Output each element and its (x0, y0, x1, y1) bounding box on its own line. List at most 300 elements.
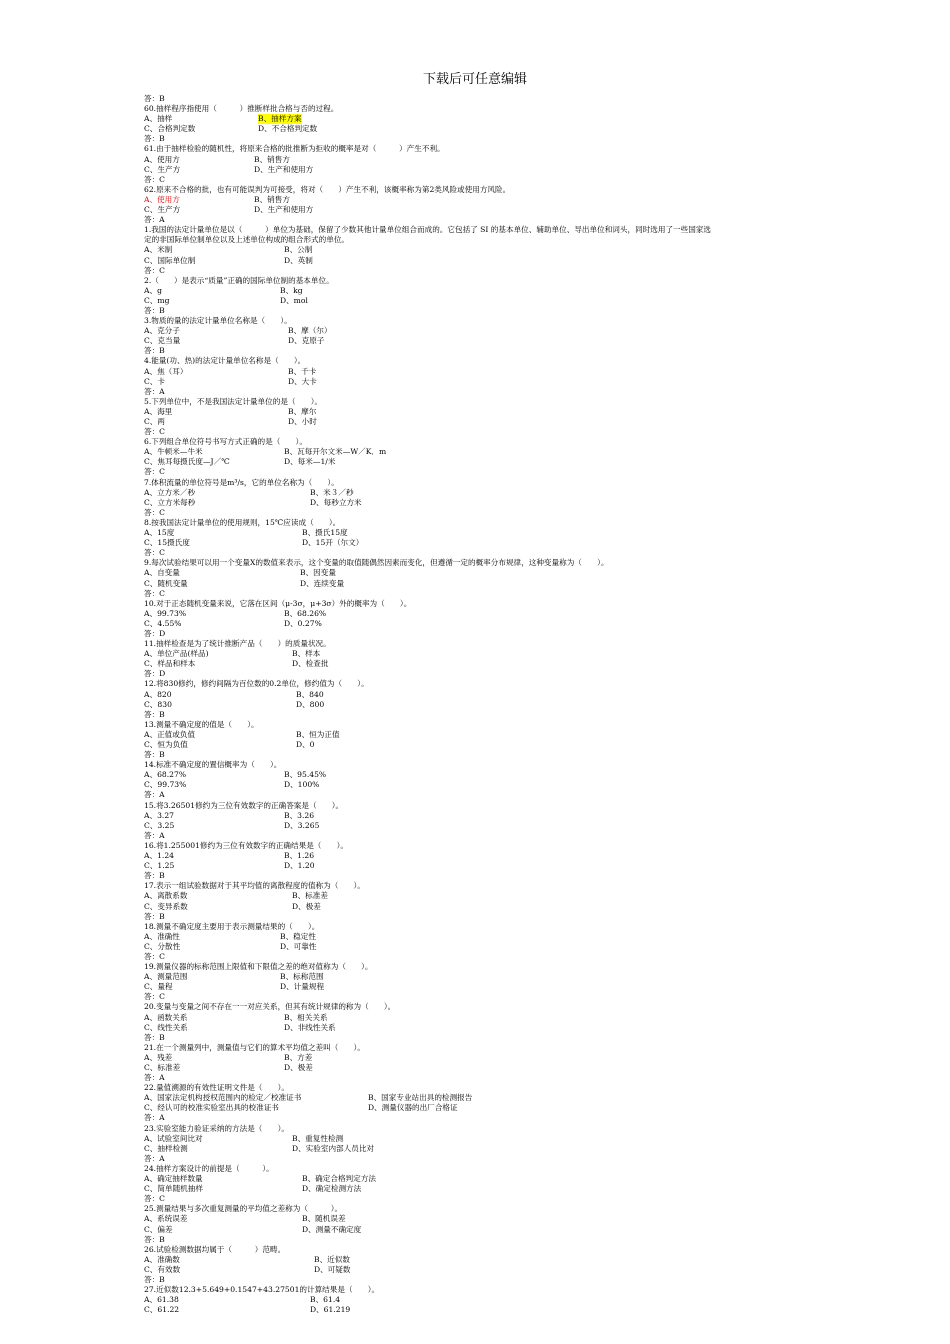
answer-line (144, 710, 824, 720)
option-row (144, 447, 824, 457)
question-text (144, 235, 824, 245)
option-row (144, 155, 824, 165)
question-text (144, 518, 824, 528)
question-text (144, 276, 824, 286)
line-text: 22.量值溯源的有效性证明文件是（ ）。 (144, 1083, 289, 1093)
question-text (144, 720, 824, 730)
line-text: 21.在一个测量列中，测量值与它们的算术平均值之差叫（ ）。 (144, 1042, 365, 1052)
line-text: 答：A (144, 830, 165, 840)
option-row (144, 417, 824, 427)
line-text: 60.抽样程序指使用（ ）推断样批合格与否的过程。 (144, 104, 339, 114)
option-row (144, 1053, 824, 1063)
question-text (144, 225, 824, 235)
line-text: 答：C (144, 174, 165, 184)
option-left: C、有效数 (144, 1264, 181, 1274)
option-right: B、3.26 (284, 810, 315, 820)
option-right: B、kg (280, 285, 303, 295)
option-left: A、确定抽样数量 (144, 1174, 203, 1184)
line-text: 24.抽样方案设计的前提是（ ）。 (144, 1163, 274, 1173)
option-left: C、变异系数 (144, 901, 188, 911)
option-right: D、可疑数 (314, 1264, 351, 1274)
option-row (144, 1265, 824, 1275)
option-row (144, 1225, 824, 1235)
option-row (144, 770, 824, 780)
option-right: B、销售方 (254, 194, 290, 204)
option-left: A、离散系数 (144, 891, 188, 901)
line-text: 18.测量不确定度主要用于表示测量结果的（ ）。 (144, 921, 320, 931)
option-right: B、稳定性 (280, 931, 316, 941)
option-left: C、3.25 (144, 820, 175, 830)
line-text: 答：C (144, 507, 165, 517)
option-left: C、偏差 (144, 1224, 173, 1234)
option-left: C、生产方 (144, 164, 181, 174)
line-text: 答：C (144, 427, 165, 437)
option-left: A、克分子 (144, 326, 180, 336)
answer-line (144, 912, 824, 922)
option-row (144, 1214, 824, 1224)
option-row (144, 579, 824, 589)
option-right: D、测量不确定度 (302, 1224, 362, 1234)
option-row (144, 538, 824, 548)
question-text (144, 316, 824, 326)
option-left: C、线性关系 (144, 1022, 188, 1032)
line-text: 26.试验检测数据均属于（ ）范畴。 (144, 1244, 286, 1254)
question-text (144, 185, 824, 195)
line-text: 8.按我国法定计量单位的使用规则，15℃应读成（ ）。 (144, 517, 341, 527)
answer-line (144, 750, 824, 760)
line-text: 3.物质的量的法定计量单位名称是（ ）。 (144, 316, 292, 326)
answer-line (144, 215, 824, 225)
option-right: D、连续变量 (300, 578, 345, 588)
option-right: B、千卡 (288, 366, 317, 376)
answer-line (144, 548, 824, 558)
option-right: B、61.4 (310, 1295, 341, 1305)
option-right: B、抽样方案 (258, 114, 302, 124)
line-text: 答：B (144, 750, 165, 760)
option-row (144, 498, 824, 508)
option-left: C、生产方 (144, 205, 181, 215)
option-left: C、恒为负值 (144, 740, 188, 749)
line-text: 9.每次试验结果可以用一个变量X的数值来表示，这个变量的取值随偶然因素而变化，但遵循一定的概率分布规律，这种变量称为（ ）。 (144, 558, 609, 568)
option-row (144, 851, 824, 861)
option-right: D、英制 (284, 255, 313, 265)
option-right: D、极差 (284, 1063, 313, 1072)
line-text: 13.测量不确定度的值是（ ）。 (144, 719, 259, 729)
question-text (144, 639, 824, 649)
option-left: C、15摄氏度 (144, 538, 190, 548)
question-text (144, 558, 824, 568)
line-text: 答：A (144, 790, 165, 800)
option-row (144, 649, 824, 659)
option-right: B、68.26% (284, 608, 327, 618)
line-text: 答：A (144, 215, 165, 225)
option-row (144, 124, 824, 134)
question-text (144, 801, 824, 811)
option-left: C、mg (144, 295, 170, 305)
answer-line (144, 1033, 824, 1043)
answer-line (144, 790, 824, 800)
option-right: D、1.20 (284, 861, 315, 871)
option-row (144, 457, 824, 467)
answer-line (144, 94, 824, 104)
option-left: C、两 (144, 417, 165, 426)
option-row (144, 700, 824, 710)
option-left: A、系统误差 (144, 1214, 188, 1224)
question-list (144, 94, 824, 1315)
option-left: C、合格判定数 (144, 124, 196, 134)
line-text: 答：B (144, 346, 165, 356)
option-left: A、焦（耳） (144, 366, 188, 376)
option-right: B、标称范围 (280, 972, 324, 982)
option-left: C、国际单位制 (144, 255, 196, 265)
option-row (144, 568, 824, 578)
line-text: 答：A (144, 1153, 165, 1163)
line-text: 答：B (144, 94, 165, 103)
option-left: A、使用方 (144, 194, 180, 204)
option-left: A、正值或负值 (144, 729, 196, 739)
option-right: D、每米—1/米 (284, 457, 336, 467)
option-left: C、抽样检测 (144, 1143, 188, 1153)
option-row (144, 377, 824, 387)
option-row (144, 942, 824, 952)
option-left: C、分散性 (144, 941, 181, 951)
option-left: A、61.38 (144, 1295, 179, 1305)
option-right: B、摄氏15度 (302, 528, 348, 538)
option-left: C、样品和样本 (144, 659, 196, 669)
option-right: D、mol (280, 295, 308, 305)
answer-line (144, 629, 824, 639)
option-right: B、1.26 (284, 851, 315, 861)
line-text: 答：B (144, 134, 165, 144)
option-row (144, 659, 824, 669)
option-right: B、近似数 (314, 1254, 350, 1264)
option-row (144, 1013, 824, 1023)
option-right: B、销售方 (254, 154, 290, 164)
option-left: C、焦耳每摄氏度—J／℃ (144, 457, 230, 467)
option-right: B、公制 (284, 245, 313, 255)
option-row (144, 296, 824, 306)
option-right: B、摩（尔） (288, 326, 332, 336)
question-text (144, 1002, 824, 1012)
option-left: A、820 (144, 689, 172, 699)
line-text: 答：C (144, 588, 165, 598)
option-row (144, 1023, 824, 1033)
option-left: A、15度 (144, 528, 175, 538)
option-right: B、因变量 (300, 568, 336, 578)
answer-line (144, 992, 824, 1002)
question-text (144, 1245, 824, 1255)
option-right: B、方差 (284, 1052, 313, 1062)
question-text (144, 1043, 824, 1053)
option-row (144, 256, 824, 266)
answer-line (144, 467, 824, 477)
question-text (144, 599, 824, 609)
answer-line (144, 306, 824, 316)
option-right: B、恒为正值 (296, 729, 340, 739)
answer-line (144, 1275, 824, 1285)
option-right: D、确定检测方法 (302, 1184, 362, 1194)
option-row (144, 165, 824, 175)
line-text: 25.测量结果与多次重复测量的平均值之差称为（ ）。 (144, 1204, 343, 1214)
option-row (144, 407, 824, 417)
option-right: D、大卡 (288, 376, 317, 386)
line-text: 10.对于正态随机变量来说，它落在区间（μ-3σ，μ+3σ）外的概率为（ ）。 (144, 598, 412, 608)
option-right: D、极差 (292, 901, 321, 911)
question-text (144, 1204, 824, 1214)
option-row (144, 286, 824, 296)
option-left: A、函数关系 (144, 1012, 188, 1022)
option-right: B、95.45% (284, 770, 327, 780)
line-text: 16.将1.255001修约为三位有效数字的正确结果是（ ）。 (144, 840, 348, 850)
line-text: 14.标准不确定度的置信概率为（ ）。 (144, 760, 282, 770)
option-right: D、检查批 (292, 659, 329, 669)
option-left: C、4.55% (144, 618, 182, 628)
option-right: D、小时 (288, 417, 317, 426)
line-text: 答：D (144, 669, 166, 679)
line-text: 答：C (144, 467, 165, 477)
option-row (144, 367, 824, 377)
line-text: 答：B (144, 871, 165, 881)
answer-line (144, 427, 824, 437)
answer-line (144, 952, 824, 962)
line-text: 答：C (144, 265, 165, 275)
option-left: C、克当量 (144, 336, 181, 346)
option-row (144, 1103, 824, 1113)
option-right: B、840 (296, 689, 324, 699)
option-right: B、样本 (292, 649, 321, 659)
option-left: C、61.22 (144, 1305, 180, 1315)
option-left: A、使用方 (144, 154, 180, 164)
option-row (144, 1255, 824, 1265)
option-row (144, 821, 824, 831)
option-left: A、海里 (144, 406, 173, 416)
option-row (144, 488, 824, 498)
page-header: 下载后可任意编辑 (422, 72, 527, 87)
option-row (144, 740, 824, 750)
answer-line (144, 831, 824, 841)
question-text (144, 1164, 824, 1174)
question-text (144, 922, 824, 932)
option-row (144, 609, 824, 619)
option-row (144, 326, 824, 336)
option-row (144, 619, 824, 629)
option-right: B、国家专业站出具的检测报告 (368, 1093, 473, 1103)
option-right: D、生产和使用方 (254, 205, 314, 215)
line-text: 定的非国际单位制单位以及上述单位构成的组合形式的单位。 (144, 235, 350, 245)
option-row (144, 690, 824, 700)
answer-line (144, 266, 824, 276)
question-text (144, 397, 824, 407)
option-left: C、标准差 (144, 1063, 181, 1072)
line-text: 答：B (144, 1234, 165, 1244)
line-text: 23.实验室能力验证采纳的方法是（ ）。 (144, 1123, 289, 1133)
option-row (144, 245, 824, 255)
question-text (144, 1083, 824, 1093)
line-text: 答：C (144, 992, 165, 1002)
answer-line (144, 871, 824, 881)
option-right: D、测量仪器的出厂合格证 (368, 1103, 458, 1113)
line-text: 答：C (144, 1194, 165, 1204)
option-left: A、1.24 (144, 851, 174, 861)
option-right: D、实验室内部人员比对 (292, 1143, 375, 1153)
option-left: C、99.73% (144, 780, 187, 790)
line-text: 4.能量(功、热)的法定计量单位名称是（ ）。 (144, 356, 306, 366)
option-right: B、标准差 (292, 891, 328, 901)
option-row (144, 982, 824, 992)
line-text: 62.原来不合格的批，也有可能误判为可接受，将对（ ）产生不利，该概率称为第2类风险或使用方风险。 (144, 184, 511, 194)
option-right: D、计量规程 (280, 982, 325, 992)
option-right: D、0.27% (284, 618, 322, 628)
option-left: A、抽样 (144, 114, 173, 124)
option-left: A、99.73% (144, 608, 187, 618)
line-text: 答：A (144, 1113, 165, 1123)
option-right: D、克原子 (288, 336, 325, 346)
option-left: A、试验室间比对 (144, 1133, 203, 1143)
option-row (144, 730, 824, 740)
option-left: A、68.27% (144, 770, 187, 780)
option-row (144, 1184, 824, 1194)
question-text (144, 1285, 824, 1295)
line-text: 11.抽样检查是为了统计推断产品（ ）的质量状况。 (144, 639, 331, 649)
question-text (144, 104, 824, 114)
question-text (144, 144, 824, 154)
option-right: B、随机误差 (302, 1214, 346, 1224)
question-text (144, 437, 824, 447)
answer-line (144, 346, 824, 356)
option-right: B、瓦每开尔文米—W／K．m (284, 447, 387, 457)
option-row (144, 1295, 824, 1305)
answer-line (144, 589, 824, 599)
line-text: 答：A (144, 386, 165, 396)
option-left: A、立方米／秒 (144, 487, 196, 497)
option-right: D、非线性关系 (284, 1022, 336, 1032)
question-text (144, 356, 824, 366)
line-text: 答：B (144, 1274, 165, 1284)
answer-line (144, 1113, 824, 1123)
option-row (144, 811, 824, 821)
option-row (144, 528, 824, 538)
answer-line (144, 175, 824, 185)
answer-line (144, 1073, 824, 1083)
option-right: D、61.219 (310, 1305, 351, 1315)
answer-line (144, 1235, 824, 1245)
option-left: C、随机变量 (144, 578, 188, 588)
line-text: 答：B (144, 305, 165, 315)
question-text (144, 962, 824, 972)
option-left: C、卡 (144, 376, 165, 386)
option-right: D、生产和使用方 (254, 164, 314, 174)
option-right: D、100% (284, 780, 320, 790)
line-text: 答：B (144, 911, 165, 921)
option-row (144, 972, 824, 982)
line-text: 19.测量仪器的标称范围上限值和下限值之差的绝对值称为（ ）。 (144, 962, 373, 972)
option-left: A、国家法定机构授权范围内的检定／校准证书 (144, 1093, 302, 1103)
question-text (144, 478, 824, 488)
line-text: 答：D (144, 628, 166, 638)
option-row (144, 114, 824, 124)
option-left: A、准确数 (144, 1254, 180, 1264)
question-text (144, 679, 824, 689)
line-text: 20.变量与变量之间不存在一一对应关系，但其有统计规律的称为（ ）。 (144, 1002, 396, 1012)
line-text: 27.近似数12.3+5.649+0.1547+43.27501的计算结果是（ ）。 (144, 1285, 380, 1295)
option-row (144, 1174, 824, 1184)
option-right: B、摩尔 (288, 406, 317, 416)
option-left: A、单位产品(样品) (144, 649, 209, 659)
option-row (144, 861, 824, 871)
option-left: A、准确性 (144, 931, 180, 941)
option-right: D、每秒立方米 (310, 497, 362, 507)
option-row (144, 902, 824, 912)
line-text: 12.将830修约，修约间隔为百位数的0.2单位，修约值为（ ）。 (144, 679, 369, 689)
option-row (144, 932, 824, 942)
option-row (144, 195, 824, 205)
line-text: 答：C (144, 548, 165, 558)
option-row (144, 205, 824, 215)
option-right: D、0 (296, 740, 315, 749)
question-text (144, 760, 824, 770)
option-left: C、1.25 (144, 861, 175, 871)
answer-line (144, 669, 824, 679)
option-right: B、米３／秒 (310, 487, 354, 497)
line-text: 答：B (144, 709, 165, 719)
option-left: A、米制 (144, 245, 173, 255)
option-row (144, 891, 824, 901)
option-left: A、牛顿米—牛米 (144, 447, 203, 457)
line-text: 6.下列组合单位符号书写方式正确的是（ ）。 (144, 437, 307, 447)
option-left: A、g (144, 285, 162, 295)
answer-line (144, 1154, 824, 1164)
option-left: A、自变量 (144, 568, 180, 578)
line-text: 答：C (144, 951, 165, 961)
option-left: C、经认可的校准实验室出具的校准证书 (144, 1103, 279, 1113)
option-right: D、15开（尔文） (302, 538, 364, 548)
question-text (144, 881, 824, 891)
line-text: 1.我国的法定计量单位是以（ ）单位为基础，保留了少数其他计量单位组合而成的。它包括了 SI 的基本单位、辅助单位、导出单位和词头，同时选用了一些国家选 (144, 225, 712, 235)
option-right: D、800 (296, 699, 325, 709)
option-right: D、可靠性 (280, 941, 317, 951)
option-right: B、确定合格判定方法 (302, 1174, 376, 1184)
line-text: 17.表示一组试验数据对于其平均值的离散程度的值称为（ ）。 (144, 881, 365, 891)
question-text (144, 841, 824, 851)
line-text: 61.由于抽样检验的随机性，将原来合格的批推断为拒收的概率是对（ ）产生不利。 (144, 144, 445, 154)
option-left: C、830 (144, 699, 172, 709)
answer-line (144, 1194, 824, 1204)
question-text (144, 1124, 824, 1134)
option-row (144, 1063, 824, 1073)
option-left: C、量程 (144, 982, 173, 992)
option-left: C、立方米每秒 (144, 497, 196, 507)
option-right: D、3.265 (284, 820, 320, 830)
option-row (144, 336, 824, 346)
line-text: 2.（ ）是表示“质量”正确的国际单位制的基本单位。 (144, 275, 334, 285)
option-row (144, 1093, 824, 1103)
option-row (144, 780, 824, 790)
option-right: B、相关关系 (284, 1012, 328, 1022)
answer-line (144, 508, 824, 518)
option-left: A、残差 (144, 1052, 173, 1062)
option-row (144, 1134, 824, 1144)
option-row (144, 1144, 824, 1154)
line-text: 15.将3.26501修约为三位有效数字的正确答案是（ ）。 (144, 800, 344, 810)
option-row (144, 1305, 824, 1315)
line-text: 答：B (144, 1032, 165, 1042)
option-right: B、重复性检测 (292, 1133, 344, 1143)
option-left: C、简单随机抽样 (144, 1184, 203, 1194)
line-text: 7.体积流量的单位符号是m³/s，它的单位名称为（ ）。 (144, 477, 339, 487)
answer-line (144, 134, 824, 144)
option-left: A、3.27 (144, 810, 174, 820)
line-text: 5.下列单位中，不是我国法定计量单位的是（ ）。 (144, 396, 323, 406)
